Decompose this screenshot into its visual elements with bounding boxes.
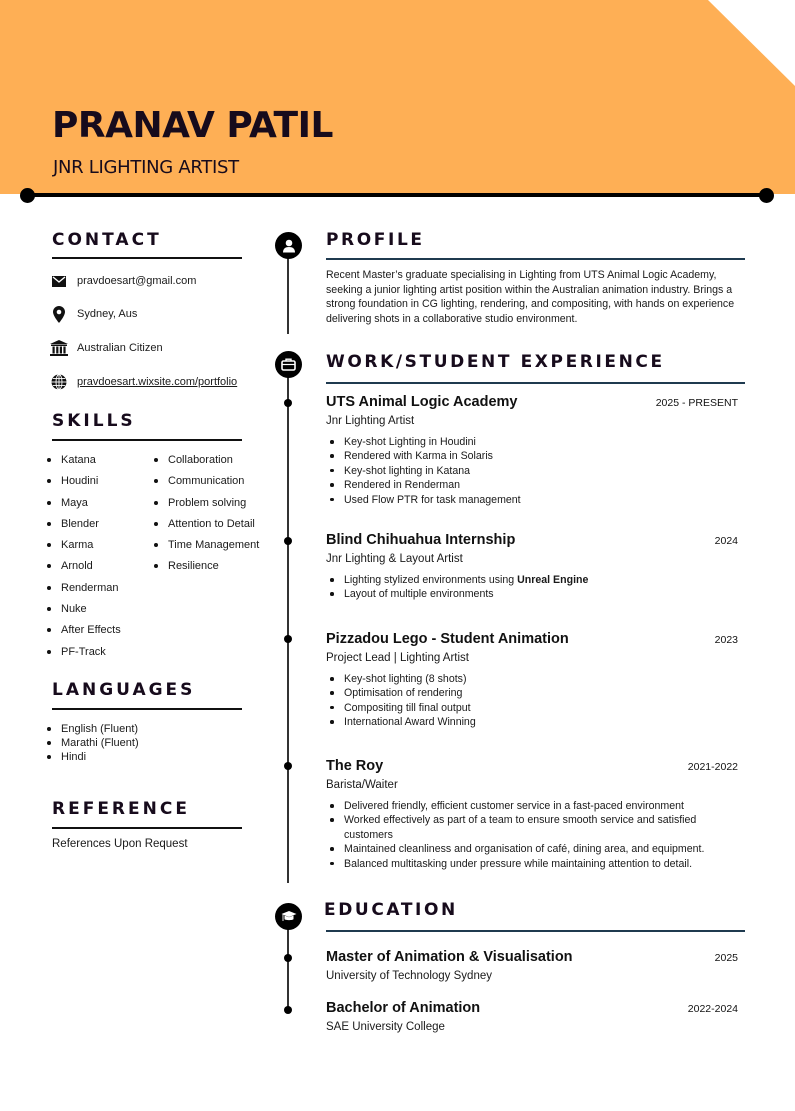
bullet-item: Key-shot lighting (8 shots) bbox=[330, 672, 710, 686]
contact-location bbox=[50, 304, 137, 324]
company-name: UTS Animal Logic Academy bbox=[326, 394, 518, 410]
languages-list bbox=[47, 722, 139, 764]
degree-name: Master of Animation & Visualisation bbox=[326, 949, 573, 965]
bullet-emphasis: Unreal Engine bbox=[517, 574, 589, 586]
skill-item: Katana bbox=[47, 453, 121, 474]
timeline-dot bbox=[284, 954, 292, 962]
citizenship-text: Australian Citizen bbox=[77, 342, 163, 354]
skill-item: Resilience bbox=[154, 559, 259, 580]
reference-divider bbox=[52, 827, 242, 829]
experience-heading: WORK/STUDENT EXPERIENCE bbox=[326, 352, 665, 372]
skills-heading: SKILLS bbox=[52, 411, 136, 431]
skill-item: Collaboration bbox=[154, 453, 259, 474]
contact-heading: CONTACT bbox=[52, 230, 162, 250]
language-item: English (Fluent) bbox=[47, 722, 139, 736]
timeline-line-education bbox=[287, 928, 289, 1010]
graduation-date: 2022-2024 bbox=[687, 1003, 738, 1015]
bullet-item: Worked effectively as part of a team to ensure smooth service and satisfied customers bbox=[330, 813, 710, 842]
timeline-dot bbox=[284, 1006, 292, 1014]
email-text: pravdoesart@gmail.com bbox=[77, 275, 197, 287]
institution-name: SAE University College bbox=[326, 1021, 445, 1033]
header-divider bbox=[28, 193, 766, 197]
skill-item: Renderman bbox=[47, 581, 121, 602]
profile-divider bbox=[326, 258, 745, 260]
experience-entry bbox=[326, 394, 738, 507]
education-entry bbox=[326, 949, 738, 982]
skill-item: Maya bbox=[47, 496, 121, 517]
profile-summary: Recent Master’s graduate specialising in Lighting from UTS Animal Logic Academy, seeking a junior lighting artist position within the Australian animation industry. Brings a strong foundation in CG lighting, rendering, and compositing, with hands on experience delivering shots in a collaborative studio environment. bbox=[326, 269, 735, 325]
skill-item: Houdini bbox=[47, 474, 121, 495]
experience-entry bbox=[326, 532, 738, 602]
portfolio-link[interactable]: pravdoesart.wixsite.com/portfolio bbox=[77, 376, 238, 388]
timeline-dot bbox=[284, 762, 292, 770]
bullet-item: Used Flow PTR for task management bbox=[330, 493, 710, 507]
job-role: Jnr Lighting Artist bbox=[326, 415, 415, 427]
skill-item: Nuke bbox=[47, 602, 121, 623]
reference-heading: REFERENCE bbox=[52, 799, 190, 819]
experience-section-icon bbox=[275, 351, 302, 378]
skill-item: Attention to Detail bbox=[154, 517, 259, 538]
timeline-line-experience bbox=[287, 376, 289, 883]
education-entry bbox=[326, 1000, 738, 1033]
education-divider bbox=[326, 930, 745, 932]
date-range: 2021-2022 bbox=[687, 761, 738, 773]
bullet-item: Rendered with Karma in Solaris bbox=[330, 449, 710, 463]
timeline-dot bbox=[284, 635, 292, 643]
contact-email bbox=[50, 271, 196, 291]
graduation-date: 2025 bbox=[714, 952, 738, 964]
skill-item: Karma bbox=[47, 538, 121, 559]
language-item: Hindi bbox=[47, 750, 139, 764]
bullet-item: Rendered in Renderman bbox=[330, 478, 710, 492]
globe-icon bbox=[50, 373, 68, 391]
bullet-item: International Award Winning bbox=[330, 715, 710, 729]
bullet-item: Balanced multitasking under pressure while maintaining attention to detail. bbox=[330, 857, 710, 871]
timeline-line-profile bbox=[287, 258, 289, 334]
graduation-cap-icon bbox=[281, 910, 297, 923]
skills-divider bbox=[52, 439, 242, 441]
soft-skills-list bbox=[154, 453, 259, 581]
company-name: Blind Chihuahua Internship bbox=[326, 532, 516, 548]
candidate-name: PRANAV PATIL bbox=[52, 105, 333, 146]
job-role: Barista/Waiter bbox=[326, 779, 398, 791]
education-section-icon bbox=[275, 903, 302, 930]
contact-citizenship bbox=[50, 338, 163, 358]
skill-item: After Effects bbox=[47, 623, 121, 644]
responsibilities-list bbox=[330, 672, 738, 730]
skill-item: Time Management bbox=[154, 538, 259, 559]
location-text: Sydney, Aus bbox=[77, 308, 138, 320]
bullet-item: Key-shot lighting in Katana bbox=[330, 464, 710, 478]
contact-portfolio[interactable] bbox=[50, 372, 237, 392]
skill-item: Arnold bbox=[47, 559, 121, 580]
language-item: Marathi (Fluent) bbox=[47, 736, 139, 750]
timeline-dot bbox=[284, 399, 292, 407]
skill-item: Problem solving bbox=[154, 496, 259, 517]
experience-entry bbox=[326, 631, 738, 730]
bullet-item bbox=[330, 573, 710, 587]
job-role: Project Lead | Lighting Artist bbox=[326, 652, 469, 664]
profile-heading: PROFILE bbox=[326, 230, 425, 250]
languages-heading: LANGUAGES bbox=[52, 680, 196, 700]
timeline-dot bbox=[284, 537, 292, 545]
map-pin-icon bbox=[50, 305, 68, 323]
date-range: 2024 bbox=[714, 535, 738, 547]
experience-entry bbox=[326, 758, 738, 871]
bullet-item: Layout of multiple environments bbox=[330, 587, 710, 601]
institution-name: University of Technology Sydney bbox=[326, 970, 492, 982]
company-name: Pizzadou Lego - Student Animation bbox=[326, 631, 569, 647]
candidate-title: JNR LIGHTING ARTIST bbox=[53, 157, 239, 178]
profile-section-icon bbox=[275, 232, 302, 259]
bullet-item: Key-shot Lighting in Houdini bbox=[330, 435, 710, 449]
bullet-item: Compositing till final output bbox=[330, 701, 710, 715]
responsibilities-list bbox=[330, 573, 738, 602]
person-icon bbox=[282, 239, 296, 253]
bullet-item: Optimisation of rendering bbox=[330, 686, 710, 700]
responsibilities-list bbox=[330, 799, 738, 871]
government-building-icon bbox=[50, 339, 68, 357]
bullet-item: Maintained cleanliness and organisation of café, dining area, and equipment. bbox=[330, 842, 710, 856]
skill-item: Communication bbox=[154, 474, 259, 495]
education-heading: EDUCATION bbox=[324, 900, 458, 920]
languages-divider bbox=[52, 708, 242, 710]
degree-name: Bachelor of Animation bbox=[326, 1000, 481, 1016]
skill-item: Blender bbox=[47, 517, 121, 538]
experience-divider bbox=[326, 382, 745, 384]
contact-divider bbox=[52, 257, 242, 259]
divider-dot-left bbox=[20, 188, 35, 203]
date-range: 2025 - PRESENT bbox=[655, 397, 738, 409]
skill-item: PF-Track bbox=[47, 645, 121, 666]
responsibilities-list bbox=[330, 435, 738, 507]
bullet-text: Lighting stylized environments using bbox=[344, 574, 518, 586]
envelope-icon bbox=[50, 272, 68, 290]
reference-text: References Upon Request bbox=[52, 838, 188, 850]
company-name: The Roy bbox=[326, 758, 384, 774]
divider-dot-right bbox=[759, 188, 774, 203]
date-range: 2023 bbox=[714, 634, 738, 646]
job-role: Jnr Lighting & Layout Artist bbox=[326, 553, 463, 565]
bullet-item: Delivered friendly, efficient customer service in a fast-paced environment bbox=[330, 799, 710, 813]
briefcase-icon bbox=[281, 358, 296, 371]
technical-skills-list bbox=[47, 453, 121, 666]
